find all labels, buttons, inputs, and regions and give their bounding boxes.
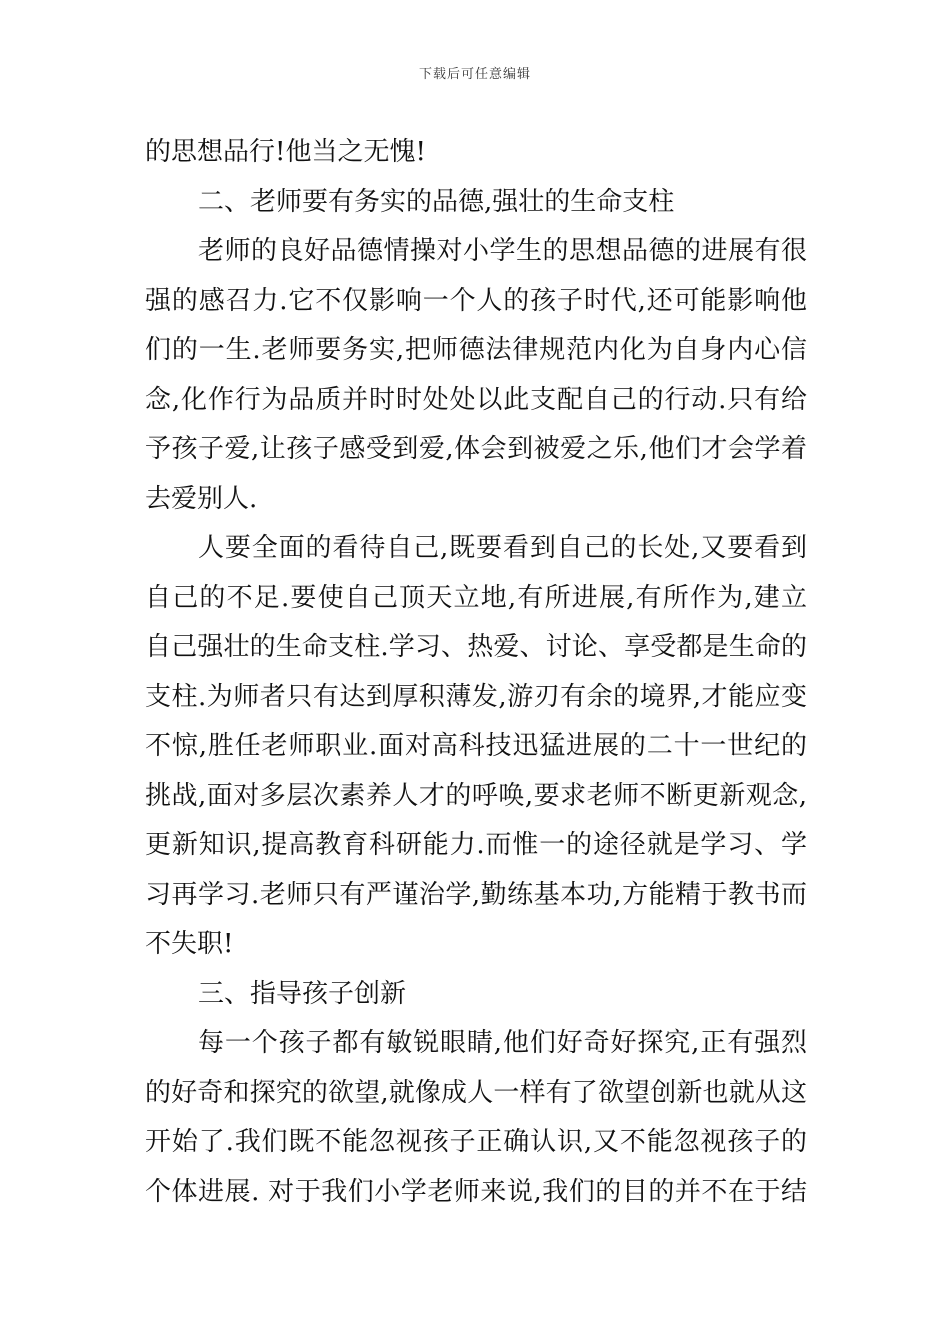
text-line: 开始了.我们既不能忽视孩子正确认识,又不能忽视孩子的 (145, 1127, 807, 1157)
text-line: 个体进展. 对于我们小学老师来说,我们的目的并不在于结 (145, 1176, 807, 1207)
page-header: 下载后可任意编辑 (418, 67, 531, 82)
text-line: 自己的不足.要使自己顶天立地,有所进展,有所作为,建立 (145, 582, 807, 613)
text-line: 们的一生.老师要务实,把师德法律规范内化为自身内心信 (145, 335, 807, 365)
text-line: 自己强壮的生命支柱.学习、热爱、讨论、享受都是生命的 (145, 632, 807, 662)
text-line: 更新知识,提高教育科研能力.而惟一的途径就是学习、学 (145, 830, 807, 860)
text-line: 人要全面的看待自己,既要看到自己的长处,又要看到 (198, 533, 807, 563)
text-line: 不失职! (145, 929, 234, 959)
section-heading: 二、老师要有务实的品德,强壮的生命支柱 (198, 186, 675, 217)
text-line: 老师的良好品德情操对小学生的思想品德的进展有很 (198, 236, 807, 266)
document-body (145, 128, 807, 1217)
text-line: 强的感召力.它不仅影响一个人的孩子时代,还可能影响他 (145, 285, 807, 316)
text-line: 的好奇和探究的欲望,就像成人一样有了欲望创新也就从这 (145, 1077, 807, 1108)
text-line: 不惊,胜任老师职业.面对高科技迅猛进展的二十一世纪的 (145, 731, 807, 761)
text-line: 挑战,面对多层次素养人才的呼唤,要求老师不断更新观念, (145, 780, 807, 811)
text-line: 支柱.为师者只有达到厚积薄发,游刃有余的境界,才能应变 (145, 681, 807, 712)
section-heading: 三、指导孩子创新 (198, 978, 407, 1009)
text-line: 习再学习.老师只有严谨治学,勤练基本功,方能精于教书而 (145, 879, 807, 910)
text-line: 去爱别人. (145, 483, 258, 514)
text-line: 予孩子爱,让孩子感受到爱,体会到被爱之乐,他们才会学着 (145, 434, 807, 464)
text-line: 每一个孩子都有敏锐眼睛,他们好奇好探究,正有强烈 (198, 1028, 807, 1058)
text-line: 念,化作行为品质并时时处处以此支配自己的行动.只有给 (145, 384, 807, 415)
text-line: 的思想品行!他当之无愧! (145, 137, 426, 167)
